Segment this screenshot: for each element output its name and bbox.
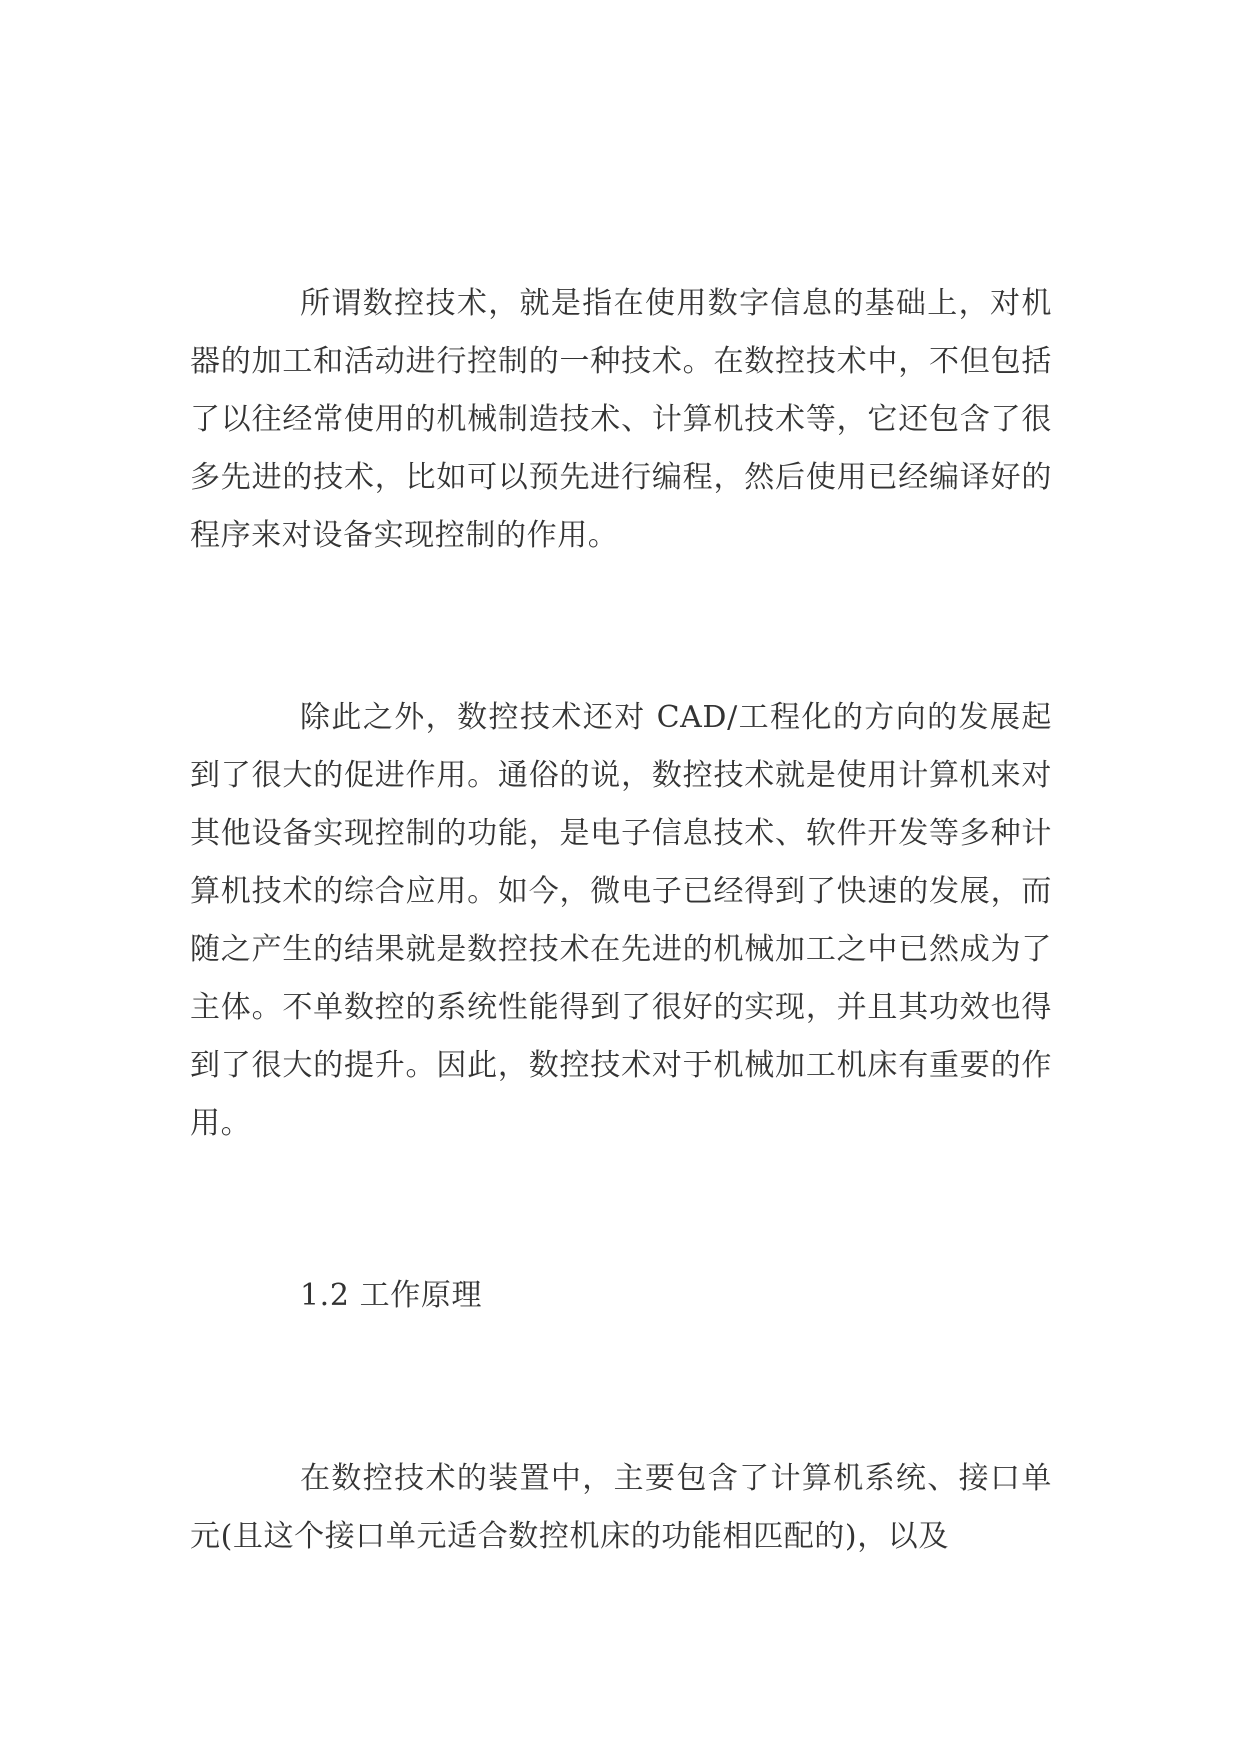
section-heading-working-principle: 1.2 工作原理 — [300, 1278, 483, 1313]
paragraph-nc-definition: 所谓数控技术，就是指在使用数字信息的基础上，对机器的加工和活动进行控制的一种技术。在数控技术中，不但包括了以往经常使用的机械制造技术、计算机技术等，它还包含了很多先进的技术，比如可以预先进行编程，然后使用已经编译好的程序来对设备实现控制的作用。 — [190, 286, 1052, 553]
paragraph-nc-development: 除此之外，数控技术还对 CAD/工程化的方向的发展起到了很大的促进作用。通俗的说，数控技术就是使用计算机来对其他设备实现控制的功能，是电子信息技术、软件开发等多种计算机技术的综合应用。如今，微电子已经得到了快速的发展，而随之产生的结果就是数控技术在先进的机械加工之中已然成为了主体。不单数控的系统性能得到了很好的实现，并且其功效也得到了很大的提升。因此，数控技术对于机械加工机床有重要的作用。 — [190, 700, 1052, 1141]
paragraph-nc-device: 在数控技术的装置中，主要包含了计算机系统、接口单元(且这个接口单元适合数控机床的功能相匹配的)，以及 — [190, 1461, 1052, 1554]
